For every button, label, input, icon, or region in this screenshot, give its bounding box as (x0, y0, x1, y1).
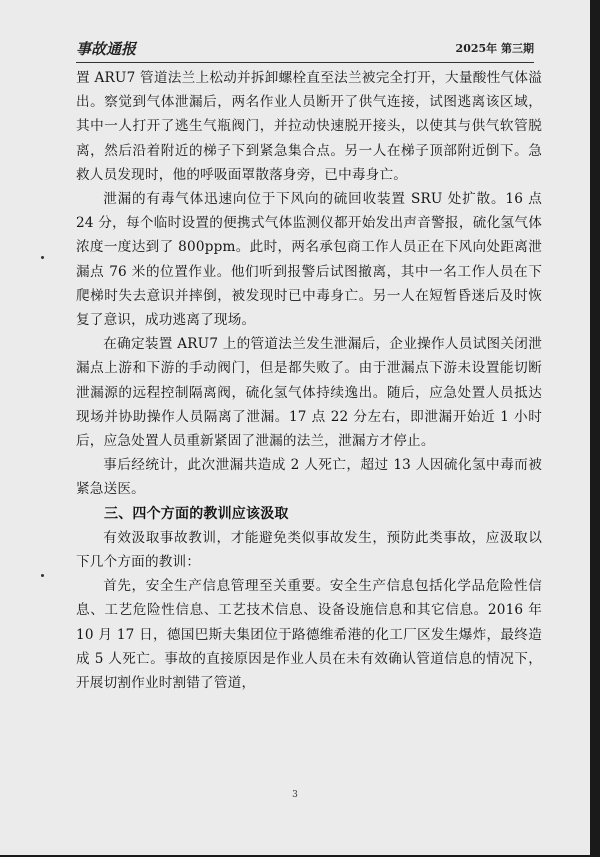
paragraph: 在确定装置 ARU7 上的管道法兰发生泄漏后，企业操作人员试图关闭泄漏点上游和下游的手动阀门，但是都失败了。由于泄漏点下游未设置能切断泄漏源的远程控制隔离阀，硫化氢气体持续逸出。随后，应急处置人员抵达现场并协助操作人员隔离了泄漏。17 点 22 分左右，即泄漏开始近 1 小时后，应急处置人员重新紧固了泄漏的法兰，泄漏方才停止。 (76, 336, 542, 450)
issue-label: 2025年 第三期 (455, 42, 534, 55)
paragraph: 有效汲取事故教训，才能避免类似事故发生，预防此类事故，应汲取以下几个方面的教训： (76, 529, 542, 571)
scan-speck (41, 256, 44, 259)
journal-title: 事故通报 (76, 40, 137, 58)
paragraph: 首先，安全生产信息管理至关重要。安全生产信息包括化学品危险性信息、工艺危险性信息、工艺技术信息、设备设施信息和其它信息。2016 年 10 月 17 日，德国巴斯夫集团位于路德维希港的化工厂区发生爆炸，最终造成 5 人死亡。事故的直接原因是作业人员在未有效确认管道信息的情况下，开展切割作业时割错了管道， (76, 578, 542, 692)
paragraph: 事后经统计，此次泄漏共造成 2 人死亡，超过 13 人因硫化氢中毒而被紧急送医。 (76, 457, 542, 498)
body-text (76, 66, 542, 695)
paragraph: 泄漏的有毒气体迅速向位于下风向的硫回收装置 SRU 处扩散。16 点 24 分，每个临时设置的便携式气体监测仪都开始发出声音警报，硫化氢气体浓度一度达到了 800ppm。此时，两名承包商工作人员正在下风向处距离泄漏点 76 米的位置作业。他们听到报警后试图撤离，其中一名工作人员在下爬梯时失去意识并摔倒，被发现时已中毒身亡。另一人在短暂昏迷后及时恢复了意识，成功逃离了现场。 (76, 191, 542, 329)
header-rule (76, 62, 534, 63)
page-header (76, 38, 534, 60)
page-number: 3 (292, 790, 298, 800)
paragraph-continued: 置 ARU7 管道法兰上松动并拆卸螺栓直至法兰被完全打开，大量酸性气体溢出。察觉到气体泄漏后，两名作业人员断开了供气连接，试图逃离该区域，其中一人打开了逃生气瓶阀门，并拉动快速脱开接头，以使其与供气软管脱离，然后沿着附近的梯子下到紧急集合点。另一人在梯子顶部附近倒下。急救人员发现时，他的呼吸面罩散落身旁，已中毒身亡。 (76, 70, 542, 183)
scan-speck (41, 574, 44, 577)
section-heading: 三、四个方面的教训应该汲取 (104, 505, 289, 522)
